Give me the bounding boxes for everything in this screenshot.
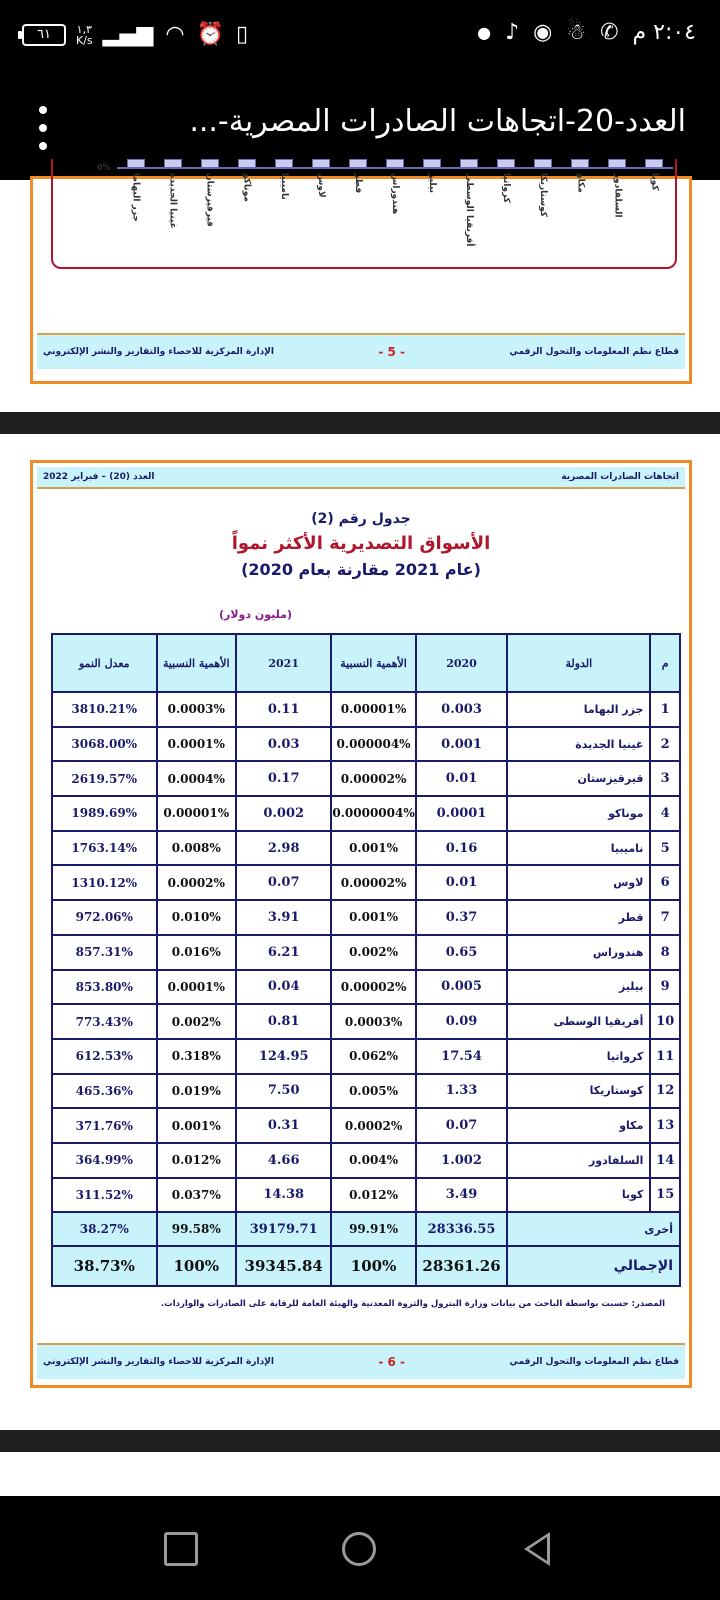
row-share-2021: 0.0001% (157, 970, 237, 1005)
chart-category-label: قيرقيزستان (204, 173, 215, 227)
table-row (52, 935, 680, 970)
row-share-2020: 0.0000004% (331, 796, 415, 831)
table-row (52, 692, 680, 727)
row-value-2021: 0.07 (236, 865, 331, 900)
chart-category-label: هندوراس (389, 173, 400, 215)
chart-bar (571, 159, 589, 167)
row-share-2020: 0.001% (331, 831, 415, 866)
chart-category-label: ناميبيا (278, 173, 289, 200)
row-share-2021: 0.318% (157, 1039, 237, 1074)
source-note: المصدر: حسبت بواسطة الباحث من بيانات وزارة البترول والثروة المعدنية والهيئة العامة للرقابة على الصادرات والواردات. (160, 1299, 665, 1309)
status-right (477, 20, 696, 45)
chart-category-label: مكاو (575, 173, 586, 193)
home-button[interactable] (342, 1532, 376, 1566)
data-table (51, 633, 681, 1287)
alarm-icon: ⏰ (196, 22, 225, 47)
total-2020: 28361.26 (416, 1246, 508, 1286)
table-row (52, 1004, 680, 1039)
chart-category-label: جزر البهاما (130, 173, 141, 222)
chart-bar (608, 159, 626, 167)
table-row (52, 1108, 680, 1143)
row-index: 8 (650, 935, 680, 970)
row-index: 10 (650, 1004, 680, 1039)
chart-category-label: لاوس (315, 173, 326, 198)
table-row (52, 831, 680, 866)
table-header-row (52, 634, 680, 692)
battery-level: ٦١ (37, 27, 51, 42)
row-value-2020: 3.49 (416, 1178, 508, 1213)
row-value-2020: 0.65 (416, 935, 508, 970)
dot-icon (39, 142, 47, 150)
others-share2021: 99.58% (157, 1212, 237, 1246)
row-index: 2 (650, 727, 680, 762)
row-value-2020: 1.002 (416, 1143, 508, 1178)
row-share-2021: 0.0004% (157, 761, 237, 796)
row-index: 1 (650, 692, 680, 727)
chart-x-axis (117, 167, 673, 169)
row-share-2020: 0.004% (331, 1143, 415, 1178)
chart-bar (497, 159, 515, 167)
row-growth: 773.43% (52, 1004, 157, 1039)
battery-icon (22, 24, 66, 46)
row-country: بيليز (507, 970, 650, 1005)
row-share-2020: 0.00002% (331, 865, 415, 900)
chart-bar (201, 159, 219, 167)
row-country: موناكو (507, 796, 650, 831)
net-speed-unit: K/s (76, 33, 93, 47)
total-share2020: 100% (331, 1246, 415, 1286)
chart-category-label: بيليز (427, 173, 438, 193)
chart-axis-tick: 0% (97, 163, 111, 172)
row-index: 11 (650, 1039, 680, 1074)
row-country: قطر (507, 900, 650, 935)
footer-right-text: قطاع نظم المعلومات والتحول الرقمي (509, 1357, 679, 1367)
table-subtitle: (عام 2021 مقارنة بعام 2020) (241, 560, 481, 579)
row-share-2021: 0.0001% (157, 727, 237, 762)
chart-bar (534, 159, 552, 167)
row-share-2021: 0.010% (157, 900, 237, 935)
row-growth: 364.99% (52, 1143, 157, 1178)
table-row (52, 1039, 680, 1074)
table-row (52, 727, 680, 762)
row-country: هندوراس (507, 935, 650, 970)
row-country: مكاو (507, 1108, 650, 1143)
row-country: جزر البهاما (507, 692, 650, 727)
row-share-2021: 0.016% (157, 935, 237, 970)
row-share-2020: 0.000004% (331, 727, 415, 762)
row-growth: 972.06% (52, 900, 157, 935)
pdf-page-6 (30, 460, 692, 1388)
row-growth: 612.53% (52, 1039, 157, 1074)
chart-bar (423, 159, 441, 167)
table-row-others (52, 1212, 680, 1246)
table-row (52, 865, 680, 900)
row-growth: 1989.69% (52, 796, 157, 831)
dot-icon (39, 124, 47, 132)
row-country: السلفادور (507, 1143, 650, 1178)
row-value-2021: 0.04 (236, 970, 331, 1005)
chart-category-label: قطر (352, 173, 363, 194)
row-country: كوستاريكا (507, 1074, 650, 1109)
unit-label: (مليون دولار) (219, 608, 292, 621)
chart-category-label: غينيا الجديدة (167, 173, 178, 229)
footer-left-text: الإدارة المركزية للاحصاء والتقارير والنشر الإلكتروني (43, 347, 274, 357)
page-number: - 5 - (378, 345, 406, 359)
row-country: ناميبيا (507, 831, 650, 866)
table-label: جدول رقم (2) (311, 511, 411, 527)
dot-icon (39, 106, 47, 114)
row-share-2021: 0.037% (157, 1178, 237, 1213)
row-value-2020: 0.09 (416, 1004, 508, 1039)
wifi-icon: ◠ (165, 22, 185, 47)
row-share-2020: 0.001% (331, 900, 415, 935)
table-row (52, 796, 680, 831)
tiktok-icon: ♪ (505, 20, 520, 45)
row-share-2020: 0.002% (331, 935, 415, 970)
table-titles (33, 511, 689, 579)
row-share-2020: 0.005% (331, 1074, 415, 1109)
chart-frame (51, 159, 677, 269)
table-row (52, 1178, 680, 1213)
total-label: الإجمالي (507, 1246, 680, 1286)
row-growth: 1763.14% (52, 831, 157, 866)
row-index: 12 (650, 1074, 680, 1109)
row-value-2021: 0.17 (236, 761, 331, 796)
footer-right-text: قطاع نظم المعلومات والتحول الرقمي (509, 347, 679, 357)
row-share-2020: 0.00002% (331, 761, 415, 796)
row-index: 13 (650, 1108, 680, 1143)
row-value-2020: 0.005 (416, 970, 508, 1005)
row-growth: 311.52% (52, 1178, 157, 1213)
chart-bar (645, 159, 663, 167)
row-index: 6 (650, 865, 680, 900)
row-share-2020: 0.0003% (331, 1004, 415, 1039)
row-value-2021: 0.03 (236, 727, 331, 762)
recents-button[interactable] (164, 1532, 198, 1566)
row-value-2020: 0.003 (416, 692, 508, 727)
others-growth: 38.27% (52, 1212, 157, 1246)
row-index: 15 (650, 1178, 680, 1213)
row-value-2020: 0.0001 (416, 796, 508, 831)
row-growth: 371.76% (52, 1108, 157, 1143)
col-header-idx: م (650, 634, 680, 692)
row-value-2021: 6.21 (236, 935, 331, 970)
row-share-2020: 0.062% (331, 1039, 415, 1074)
row-index: 4 (650, 796, 680, 831)
chart-category-label: السلفادور (612, 173, 623, 218)
row-value-2021: 124.95 (236, 1039, 331, 1074)
page-footer (37, 333, 685, 369)
col-header-country: الدولة (507, 634, 650, 692)
row-index: 5 (650, 831, 680, 866)
signal-icon: ▂▄▆ (102, 22, 154, 47)
row-value-2020: 0.001 (416, 727, 508, 762)
row-value-2021: 0.002 (236, 796, 331, 831)
row-growth: 3810.21% (52, 692, 157, 727)
row-value-2021: 0.81 (236, 1004, 331, 1039)
row-share-2020: 0.00002% (331, 970, 415, 1005)
row-index: 14 (650, 1143, 680, 1178)
row-country: غينيا الجديدة (507, 727, 650, 762)
row-index: 3 (650, 761, 680, 796)
table-row (52, 970, 680, 1005)
col-header-share2020: الأهمية النسبية (331, 634, 415, 692)
chart-bar (164, 159, 182, 167)
row-country: كرواتيا (507, 1039, 650, 1074)
table-row (52, 900, 680, 935)
others-share2020: 99.91% (331, 1212, 415, 1246)
chart-bar (312, 159, 330, 167)
row-value-2020: 17.54 (416, 1039, 508, 1074)
row-share-2020: 0.0002% (331, 1108, 415, 1143)
row-index: 7 (650, 900, 680, 935)
row-growth: 465.36% (52, 1074, 157, 1109)
table-row (52, 1143, 680, 1178)
page-number: - 6 - (378, 1355, 406, 1369)
chart-category-label: كوبا (649, 173, 660, 191)
row-growth: 857.31% (52, 935, 157, 970)
table-row-total (52, 1246, 680, 1286)
chart-bar (386, 159, 404, 167)
chart-category-label: كرواتيا (501, 173, 512, 203)
chart-bar (238, 159, 256, 167)
row-value-2021: 3.91 (236, 900, 331, 935)
chart-category-label: كوستاريكا (538, 173, 549, 217)
clock: ٢:٠٤ م (632, 20, 696, 45)
row-share-2021: 0.001% (157, 1108, 237, 1143)
row-share-2021: 0.002% (157, 1004, 237, 1039)
row-share-2021: 0.0002% (157, 865, 237, 900)
chart-bar (275, 159, 293, 167)
row-index: 9 (650, 970, 680, 1005)
chart-category-labels (117, 173, 673, 247)
row-share-2021: 0.0003% (157, 692, 237, 727)
row-value-2021: 0.11 (236, 692, 331, 727)
status-bar (0, 0, 720, 76)
row-value-2021: 2.98 (236, 831, 331, 866)
status-left (22, 22, 248, 47)
col-header-2021: 2021 (236, 634, 331, 692)
row-value-2021: 14.38 (236, 1178, 331, 1213)
row-value-2020: 0.16 (416, 831, 508, 866)
header-right-text: اتجاهات الصادرات المصرية (561, 472, 679, 482)
table-row (52, 761, 680, 796)
total-share2021: 100% (157, 1246, 237, 1286)
row-share-2021: 0.008% (157, 831, 237, 866)
row-value-2021: 7.50 (236, 1074, 331, 1109)
others-label: أخرى (507, 1212, 680, 1246)
row-share-2020: 0.012% (331, 1178, 415, 1213)
row-share-2021: 0.00001% (157, 796, 237, 831)
footer-left-text: الإدارة المركزية للاحصاء والتقارير والنشر الإلكتروني (43, 1357, 274, 1367)
col-header-2020: 2020 (416, 634, 508, 692)
pdf-viewer[interactable] (0, 163, 720, 1496)
messenger-icon: ◉ (533, 20, 553, 45)
col-header-share2021: الأهمية النسبية (157, 634, 237, 692)
row-value-2020: 0.01 (416, 865, 508, 900)
col-header-growth: معدل النمو (52, 634, 157, 692)
others-2020: 28336.55 (416, 1212, 508, 1246)
chart-category-label: موناكو (241, 173, 252, 202)
row-share-2021: 0.012% (157, 1143, 237, 1178)
table-title: الأسواق التصديرية الأكثر نمواً (231, 533, 491, 554)
row-value-2020: 0.01 (416, 761, 508, 796)
page-separator (0, 1430, 720, 1452)
chart-bars (117, 159, 673, 167)
row-share-2021: 0.019% (157, 1074, 237, 1109)
whatsapp-icon: ✆ (600, 20, 619, 45)
page-separator (0, 412, 720, 434)
overflow-menu-button[interactable] (28, 106, 58, 150)
net-speed (76, 24, 93, 46)
document-title: العدد-20-اتجاهات الصادرات المصرية-... (189, 104, 686, 139)
notification-dot-icon: ● (477, 23, 492, 42)
pdf-page-5 (30, 163, 692, 384)
row-growth: 1310.12% (52, 865, 157, 900)
row-value-2021: 0.31 (236, 1108, 331, 1143)
chart-bar (460, 159, 478, 167)
row-country: لاوس (507, 865, 650, 900)
page-header (37, 467, 685, 489)
row-growth: 853.80% (52, 970, 157, 1005)
table-row (52, 1074, 680, 1109)
net-speed-value: ١,٣ (76, 22, 92, 36)
back-button[interactable] (524, 1532, 550, 1566)
total-growth: 38.73% (52, 1246, 157, 1286)
row-country: قيرقيزستان (507, 761, 650, 796)
row-value-2021: 4.66 (236, 1143, 331, 1178)
page-footer (37, 1343, 685, 1379)
row-value-2020: 0.37 (416, 900, 508, 935)
row-growth: 2619.57% (52, 761, 157, 796)
header-left-text: العدد (20) – فبراير 2022 (43, 472, 155, 482)
row-growth: 3068.00% (52, 727, 157, 762)
row-share-2020: 0.00001% (331, 692, 415, 727)
others-2021: 39179.71 (236, 1212, 331, 1246)
row-value-2020: 0.07 (416, 1108, 508, 1143)
snapchat-icon: ☃ (566, 20, 587, 45)
chart-category-label: أفريقيا الوسطى (464, 173, 475, 247)
chart-bar (127, 159, 145, 167)
total-2021: 39345.84 (236, 1246, 331, 1286)
row-country: كوبا (507, 1178, 650, 1213)
row-value-2020: 1.33 (416, 1074, 508, 1109)
chart-bar (349, 159, 367, 167)
vibrate-icon: ▯ (236, 22, 249, 47)
navigation-bar (0, 1496, 720, 1600)
row-country: أفريقيا الوسطى (507, 1004, 650, 1039)
